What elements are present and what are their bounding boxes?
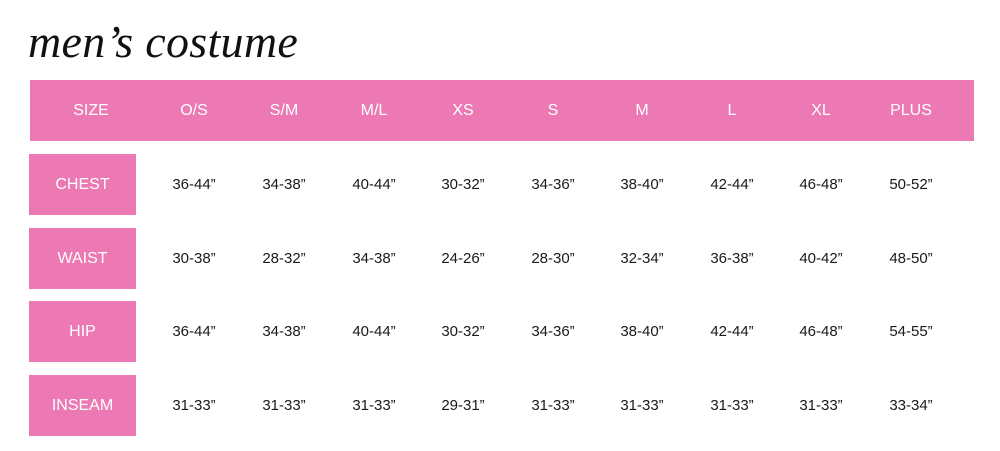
table-cell: 38-40” bbox=[620, 323, 664, 340]
header-xl: XL bbox=[811, 102, 831, 119]
table-cell: 46-48” bbox=[799, 176, 843, 193]
table-cell: 34-36” bbox=[531, 176, 575, 193]
header-s: S bbox=[547, 102, 559, 119]
table-cell: 48-50” bbox=[889, 250, 933, 267]
table-cell: 30-32” bbox=[441, 176, 485, 193]
table-cell: 36-44” bbox=[172, 176, 216, 193]
table-cell: 31-33” bbox=[799, 397, 843, 414]
table-cell: 40-42” bbox=[799, 250, 843, 267]
header-os: O/S bbox=[180, 102, 208, 119]
table-cell: 24-26” bbox=[441, 250, 485, 267]
table-cell: 38-40” bbox=[620, 176, 664, 193]
table-cell: 30-32” bbox=[441, 323, 485, 340]
header-m: M bbox=[635, 102, 649, 119]
table-cell: 34-38” bbox=[352, 250, 396, 267]
table-cell: 28-30” bbox=[531, 250, 575, 267]
table-cell: 29-31” bbox=[441, 397, 485, 414]
table-cell: 46-48” bbox=[799, 323, 843, 340]
table-cell: 31-33” bbox=[262, 397, 306, 414]
table-cell: 54-55” bbox=[889, 323, 933, 340]
table-cell: 42-44” bbox=[710, 176, 754, 193]
table-cell: 34-36” bbox=[531, 323, 575, 340]
header-l: L bbox=[727, 102, 737, 119]
header-sm: S/M bbox=[269, 102, 299, 119]
row-label-hip: HIP bbox=[29, 301, 136, 362]
row-label-chest: CHEST bbox=[29, 154, 136, 215]
table-cell: 31-33” bbox=[531, 397, 575, 414]
header-ml: M/L bbox=[360, 102, 388, 119]
table-cell: 31-33” bbox=[710, 397, 754, 414]
header-plus: PLUS bbox=[890, 102, 932, 119]
table-cell: 40-44” bbox=[352, 176, 396, 193]
table-cell: 31-33” bbox=[620, 397, 664, 414]
page-title: men’s costume bbox=[28, 16, 299, 67]
table-cell: 50-52” bbox=[889, 176, 933, 193]
header-size: SIZE bbox=[73, 102, 109, 119]
table-cell: 34-38” bbox=[262, 323, 306, 340]
table-cell: 31-33” bbox=[172, 397, 216, 414]
table-cell: 30-38” bbox=[172, 250, 216, 267]
table-cell: 28-32” bbox=[262, 250, 306, 267]
table-cell: 34-38” bbox=[262, 176, 306, 193]
table-cell: 42-44” bbox=[710, 323, 754, 340]
table-cell: 36-38” bbox=[710, 250, 754, 267]
row-label-inseam: INSEAM bbox=[29, 375, 136, 436]
header-xs: XS bbox=[452, 102, 474, 119]
table-cell: 32-34” bbox=[620, 250, 664, 267]
table-cell: 31-33” bbox=[352, 397, 396, 414]
table-cell: 36-44” bbox=[172, 323, 216, 340]
row-label-waist: WAIST bbox=[29, 228, 136, 289]
table-cell: 33-34” bbox=[889, 397, 933, 414]
table-cell: 40-44” bbox=[352, 323, 396, 340]
size-header-bar bbox=[30, 80, 974, 141]
